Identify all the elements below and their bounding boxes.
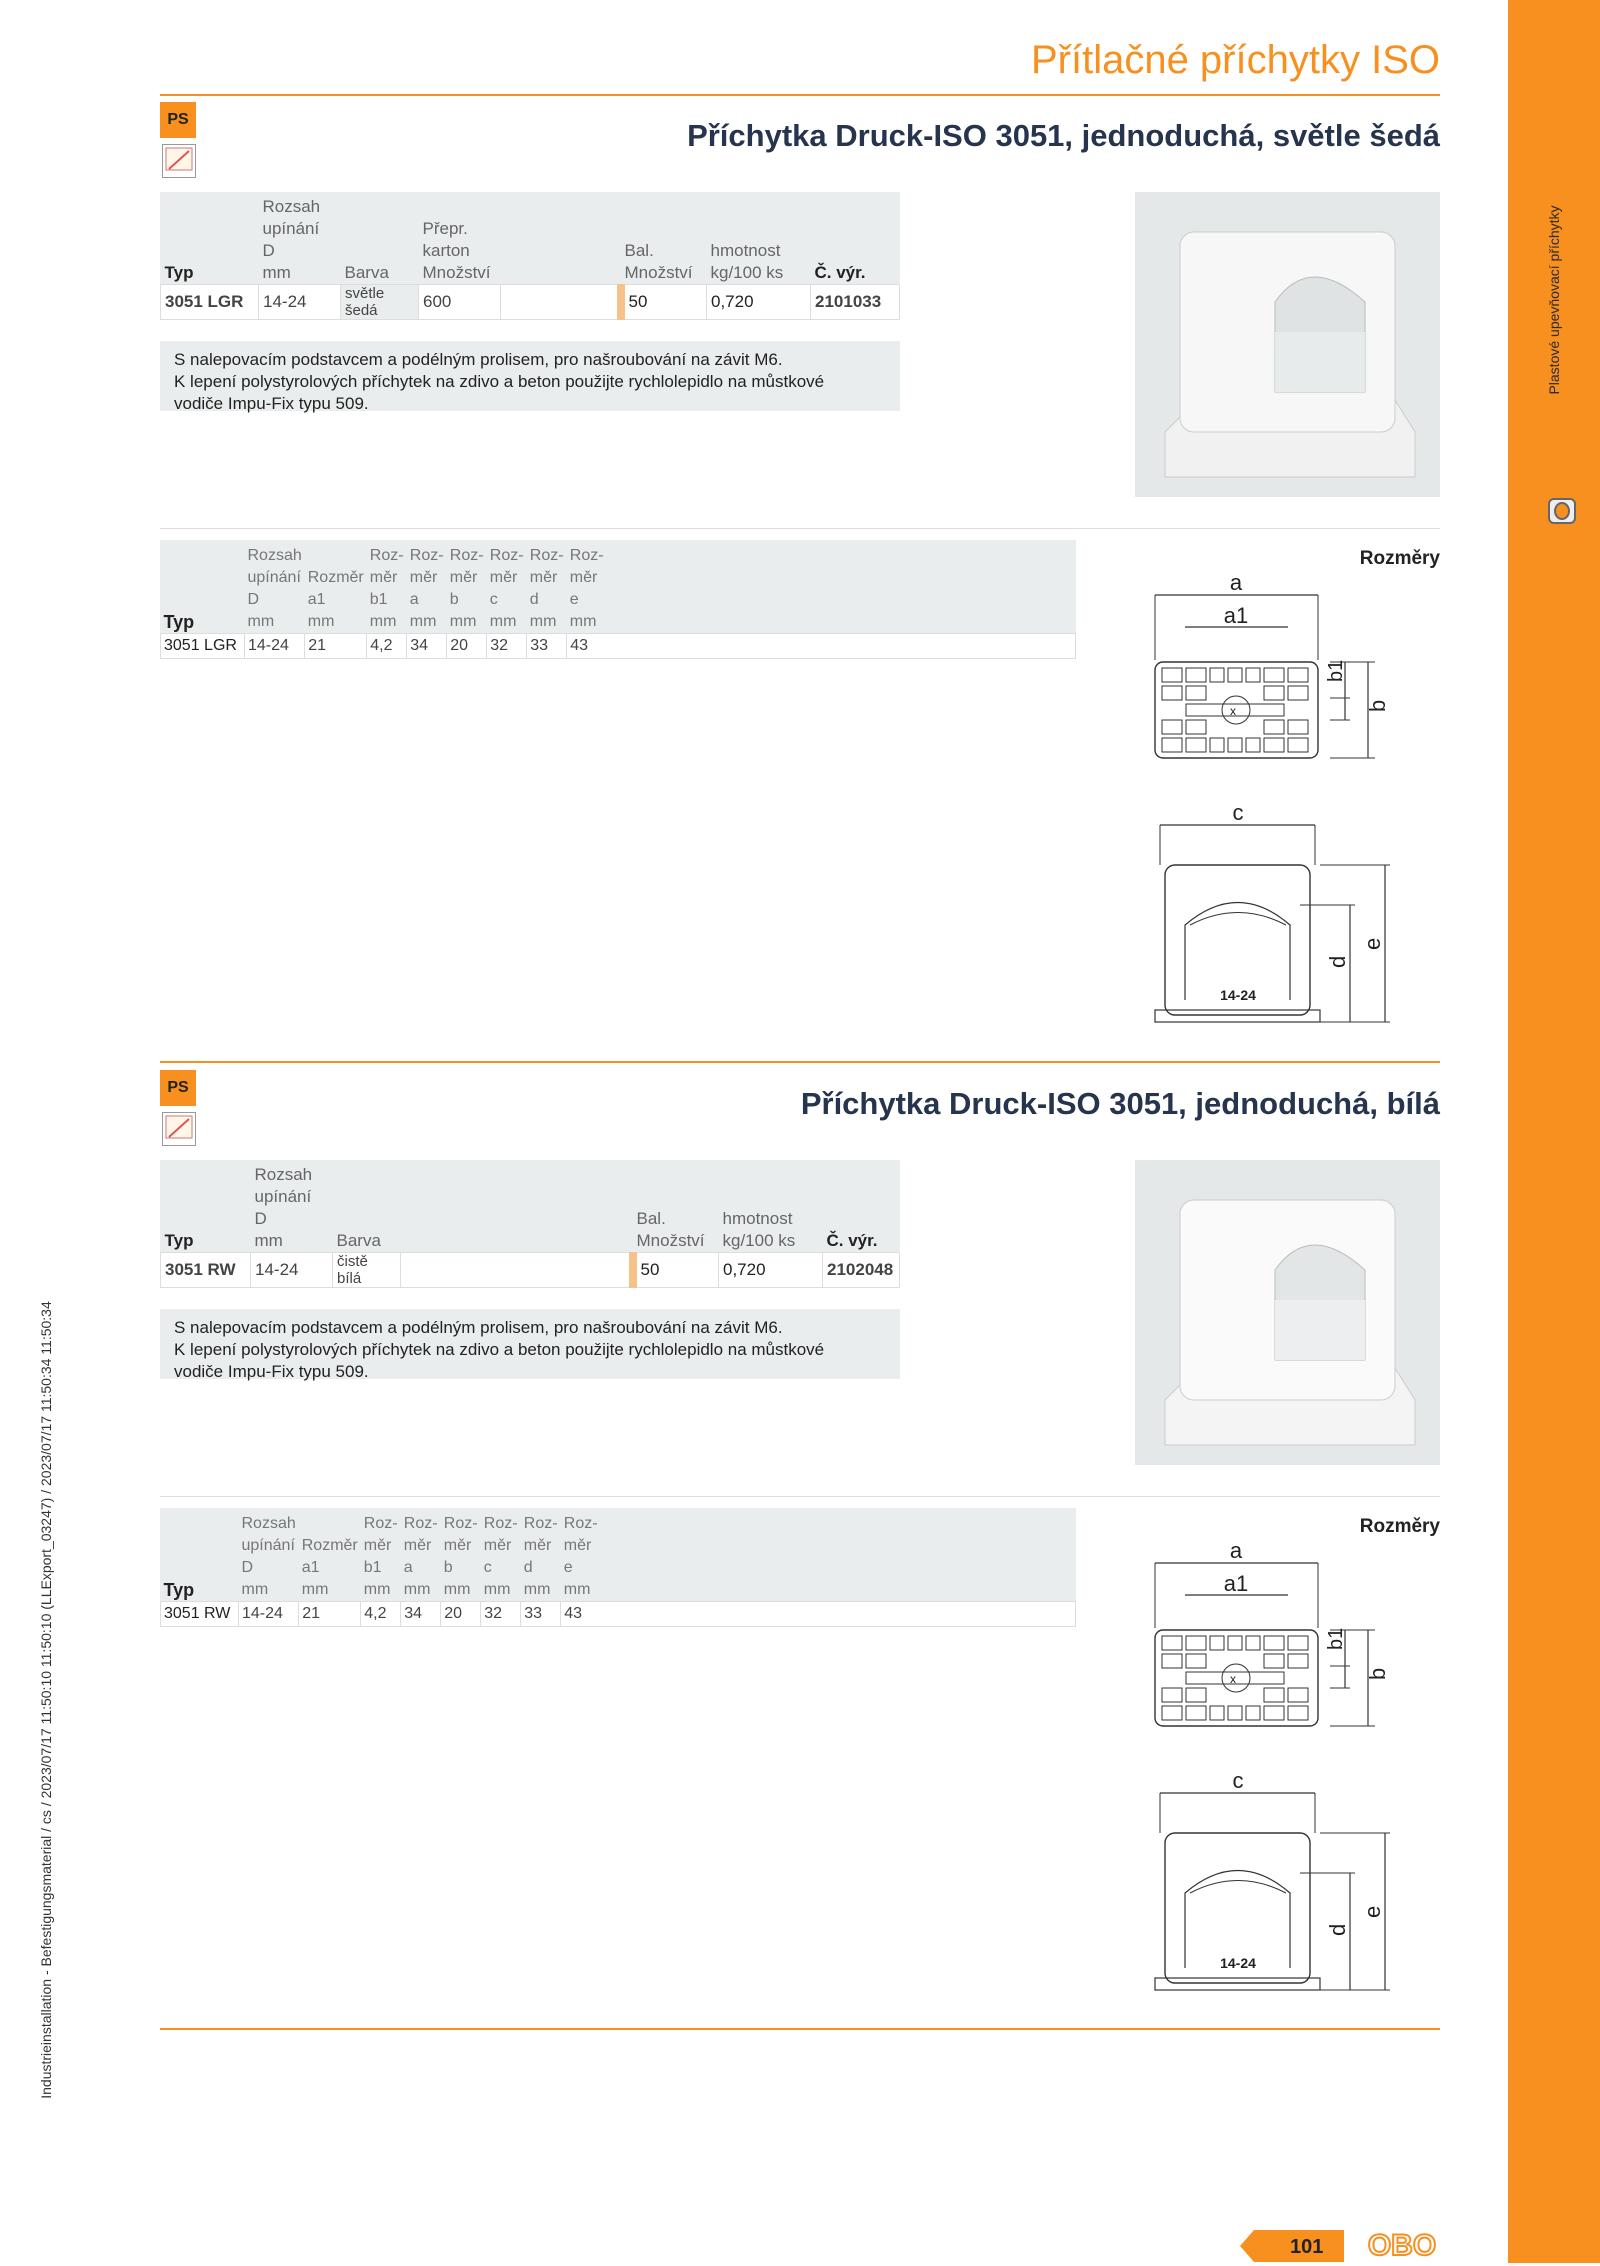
product-photo [1135, 1160, 1440, 1465]
ps-badge: PS [160, 1070, 196, 1106]
product-photo [1135, 192, 1440, 497]
svg-text:x: x [1230, 704, 1236, 718]
svg-text:b: b [1365, 1667, 1390, 1680]
svg-text:c: c [1232, 1768, 1244, 1793]
front-view-drawing [1140, 800, 1410, 1030]
product-title: Příchytka Druck-ISO 3051, jednoduchá, bílá [800, 1086, 1440, 1121]
clip-icon [1545, 493, 1581, 534]
page-title: Přítlačné příchytky ISO [1030, 38, 1440, 82]
product-divider [160, 1061, 1440, 1063]
svg-text:c: c [1232, 800, 1244, 825]
side-tab-label: Plastové upevňovací příchytky [1546, 205, 1562, 395]
front-view-drawing [1140, 1768, 1410, 1998]
export-info: Industrieinstallation - Befestigungsmaterial / cs / 2023/07/17 11:50:10 11:50:10 (LLExport_03247) / 2023/07/17 11:50:34 11:50:34 [38, 1301, 54, 2099]
bottom-divider [160, 2028, 1440, 2030]
obo-logo [1362, 2230, 1442, 2260]
page-number: 101 [1290, 2236, 1324, 2258]
title-divider [160, 94, 1440, 96]
svg-text:14-24: 14-24 [1220, 987, 1256, 1003]
dimensions-heading: Rozměry [1359, 548, 1440, 569]
product-description: S nalepovacím podstavcem a podélným prolisem, pro našroubování na závit M6. K lepení polystyrolových příchytek na zdivo a beton použijte rychlolepidlo na můstkové vodiče Impu-Fix typu 509. [160, 341, 900, 411]
dimensions-heading: Rozměry [1359, 1516, 1440, 1537]
svg-text:a1: a1 [1223, 1571, 1249, 1596]
svg-text:d: d [1325, 955, 1350, 968]
svg-text:a: a [1229, 570, 1243, 595]
table-row: 3051 RW 14-24 čistě bílá 50 0,720 2102048 [161, 1253, 900, 1288]
svg-text:14-24: 14-24 [1220, 1955, 1256, 1971]
svg-text:a: a [1229, 1538, 1243, 1563]
top-view-drawing [1140, 1538, 1410, 1738]
svg-text:b1: b1 [1325, 659, 1347, 682]
certification-logo-icon [162, 1112, 196, 1146]
dimension-table: Rozsah Roz- Roz- Roz- Roz- Roz- Roz- upínání Rozměr měr měr měr měr měr měr D a1 b1 a b c d e Typ mm mm mm mm mm mm mm mm 3051 LGR 14-24 21 4,2 34 20 32 33 43 [160, 545, 1076, 659]
svg-text:e: e [1360, 937, 1385, 950]
svg-text:b: b [1365, 699, 1390, 712]
dimension-table: Rozsah Roz- Roz- Roz- Roz- Roz- Roz- upínání Rozměr měr měr měr měr měr měr D a1 b1 a b c d e Typ mm mm mm mm mm mm mm mm 3051 RW 14-24 21 4,2 34 20 32 33 43 [160, 1513, 1076, 1627]
svg-text:x: x [1230, 1672, 1236, 1686]
certification-logo-icon [162, 144, 196, 178]
svg-text:d: d [1325, 1923, 1350, 1936]
svg-text:b1: b1 [1325, 1627, 1347, 1650]
product-title: Příchytka Druck-ISO 3051, jednoduchá, světle šedá [687, 118, 1440, 153]
product-description: S nalepovacím podstavcem a podélným prolisem, pro našroubování na závit M6. K lepení polystyrolových příchytek na zdivo a beton použijte rychlolepidlo na můstkové vodiče Impu-Fix typu 509. [160, 1309, 900, 1379]
ps-badge: PS [160, 102, 196, 138]
table-row: 3051 RW 14-24 21 4,2 34 20 32 33 43 [161, 1602, 1076, 1627]
table-row: 3051 LGR 14-24 světle šedá 600 50 0,720 2101033 [161, 285, 900, 320]
svg-text:a1: a1 [1223, 603, 1249, 628]
top-view-drawing [1140, 570, 1410, 770]
svg-text:e: e [1360, 1905, 1385, 1918]
table-row: 3051 LGR 14-24 21 4,2 34 20 32 33 43 [161, 634, 1076, 659]
spec-table: Rozsah upínání D Bal. hmotnost Typ mm Barva Množství kg/100 ks Č. výr. 3051 RW 14-24 čistě bílá 50 0,720 2102048 [160, 1164, 900, 1288]
section-divider [160, 1496, 1440, 1497]
spec-table: Rozsah upínání Přepr. D karton Bal. hmotnost Typ mm Barva Množství Množství kg/100 ks Č. výr. 3051 LGR 14-24 světle šedá 600 50 0,720 2101033 [160, 196, 900, 320]
section-divider [160, 528, 1440, 529]
svg-text:OBO: OBO [1367, 2230, 1437, 2260]
